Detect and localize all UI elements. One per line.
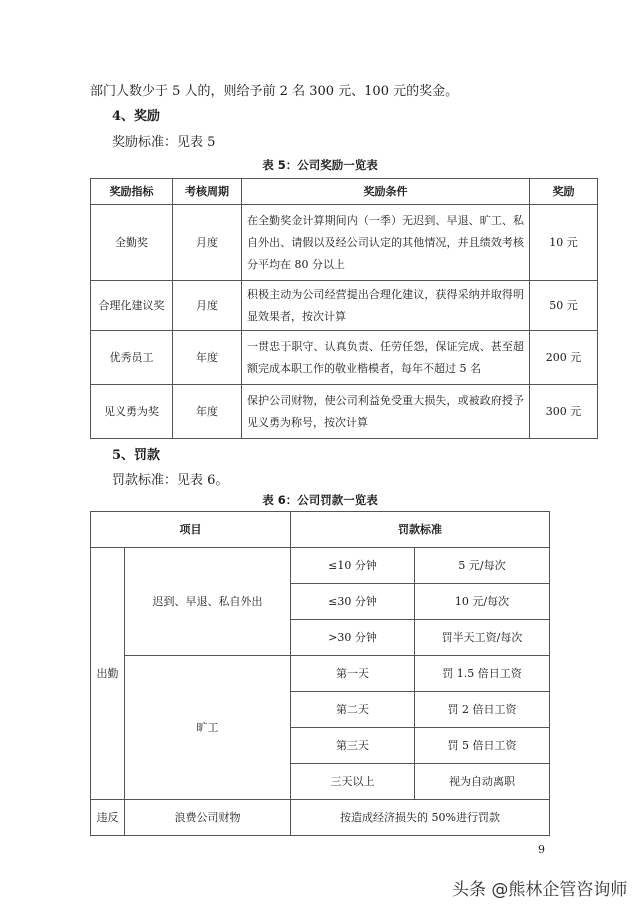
penalty-condition: 第二天 [291,692,415,728]
attendance-label: 出勤 [91,548,125,800]
penalty-amount: 罚半天工资/每次 [415,620,550,656]
table-row [91,800,550,836]
reward-period: 月度 [173,281,242,331]
reward-condition: 在全勤奖金计算期间内（一季）无迟到、早退、旷工、私自外出、请假以及经公司认定的其他情况，并且绩效考核分平均在 80 分以上 [242,205,530,281]
intro-line: 部门人数少于 5 人的，则给予前 2 名 300 元、100 元的奖金。 [90,84,459,99]
reward-condition: 一贯忠于职守、认真负责、任劳任怨，保证完成、甚至超额完成本职工作的敬业楷模者，每年不超过 5 名 [242,331,530,385]
page-number: 9 [538,843,545,856]
penalty-amount: 罚 2 倍日工资 [415,692,550,728]
violation-penalty: 按造成经济损失的 50%进行罚款 [291,800,550,836]
penalty-condition: ≤30 分钟 [291,584,415,620]
reward-period: 年度 [173,331,242,385]
table-header: 奖励 [530,179,598,205]
table-header: 项目 [91,512,291,548]
penalty-amount: 5 元/每次 [415,548,550,584]
table-6-caption: 表 6：公司罚款一览表 [262,493,378,507]
reward-period: 月度 [173,205,242,281]
table-row [91,548,550,584]
penalty-amount: 罚 5 倍日工资 [415,728,550,764]
absent-label: 旷工 [125,656,291,800]
reward-standard-line: 奖励标准：见表 5 [112,135,216,150]
reward-condition: 保护公司财物，使公司利益免受重大损失，或被政府授予见义勇为称号，按次计算 [242,385,530,439]
penalty-amount: 10 元/每次 [415,584,550,620]
reward-name: 全勤奖 [91,205,173,281]
penalty-amount: 视为自动离职 [415,764,550,800]
reward-name: 合理化建议奖 [91,281,173,331]
reward-condition: 积极主动为公司经营提出合理化建议，获得采纳并取得明显效果者，按次计算 [242,281,530,331]
late-label: 迟到、早退、私自外出 [125,548,291,656]
reward-table [90,178,598,439]
penalty-standard-line: 罚款标准：见表 6。 [112,473,229,488]
reward-amount: 50 元 [530,281,598,331]
table-header: 奖励条件 [242,179,530,205]
table-header: 奖励指标 [91,179,173,205]
watermark: 头条 @熊林企管咨询师 [452,880,628,900]
reward-amount: 300 元 [530,385,598,439]
penalty-amount: 罚 1.5 倍日工资 [415,656,550,692]
table-row [91,385,598,439]
reward-name: 优秀员工 [91,331,173,385]
table-row [91,281,598,331]
table-header: 考核周期 [173,179,242,205]
penalty-table [90,511,550,836]
penalty-condition: 第三天 [291,728,415,764]
table-row [91,656,550,692]
table-row [91,205,598,281]
table-row [91,331,598,385]
penalty-condition: 三天以上 [291,764,415,800]
penalty-condition: 第一天 [291,656,415,692]
penalty-condition: ≤10 分钟 [291,548,415,584]
table-5-caption: 表 5：公司奖励一览表 [262,158,378,172]
section-5-heading: 5、罚款 [112,448,161,463]
violation-label: 违反 [91,800,125,836]
reward-name: 见义勇为奖 [91,385,173,439]
penalty-condition: >30 分钟 [291,620,415,656]
reward-amount: 200 元 [530,331,598,385]
reward-amount: 10 元 [530,205,598,281]
reward-period: 年度 [173,385,242,439]
section-4-heading: 4、奖励 [112,109,161,124]
violation-item: 浪费公司财物 [125,800,291,836]
table-header: 罚款标准 [291,512,550,548]
